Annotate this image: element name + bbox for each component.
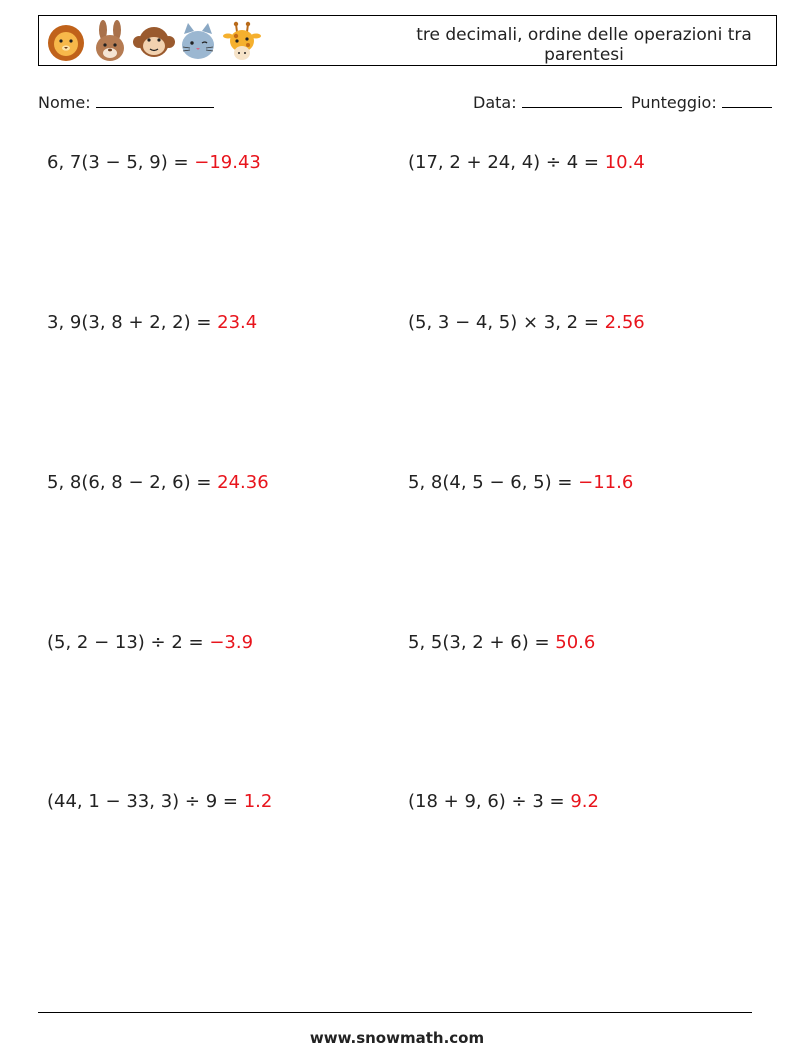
- score-label: Punteggio:: [631, 93, 717, 112]
- problem-answer: 50.6: [555, 632, 596, 653]
- problem-expression: (18 + 9, 6) ÷ 3 =: [408, 791, 571, 812]
- lion-icon: [45, 20, 87, 64]
- giraffe-icon: [221, 20, 263, 64]
- problem-answer: 2.56: [604, 312, 645, 333]
- cat-icon: [177, 20, 219, 64]
- problem-item: [408, 632, 595, 653]
- problem-answer: 1.2: [243, 791, 273, 812]
- problem-item: [408, 472, 633, 493]
- date-label: Data:: [473, 93, 517, 112]
- problem-answer: −3.9: [209, 632, 254, 653]
- problem-expression: (5, 2 − 13) ÷ 2 =: [47, 632, 210, 653]
- score-blank[interactable]: [722, 93, 772, 108]
- problem-item: [47, 152, 261, 173]
- monkey-icon: [133, 20, 175, 64]
- problem-item: [47, 632, 253, 653]
- problem-expression: (17, 2 + 24, 4) ÷ 4 =: [408, 152, 605, 173]
- name-field: [38, 93, 214, 112]
- problem-expression: 5, 8(6, 8 − 2, 6) =: [47, 472, 218, 493]
- problem-expression: 5, 5(3, 2 + 6) =: [408, 632, 556, 653]
- name-blank[interactable]: [96, 93, 214, 108]
- problem-item: [47, 472, 269, 493]
- rabbit-icon: [89, 20, 131, 64]
- animal-icons: [45, 20, 265, 64]
- problem-expression: (5, 3 − 4, 5) × 3, 2 =: [408, 312, 605, 333]
- date-field: [473, 93, 622, 112]
- problem-expression: 5, 8(4, 5 − 6, 5) =: [408, 472, 579, 493]
- problem-answer: 10.4: [604, 152, 645, 173]
- worksheet-title: tre decimali, ordine delle operazioni tra parentesi: [416, 25, 752, 65]
- name-label: Nome:: [38, 93, 91, 112]
- footer-divider: [38, 1012, 752, 1013]
- date-blank[interactable]: [522, 93, 622, 108]
- problem-answer: −19.43: [194, 152, 261, 173]
- problem-item: [408, 312, 645, 333]
- problem-expression: 3, 9(3, 8 + 2, 2) =: [47, 312, 218, 333]
- score-field: [631, 93, 772, 112]
- problem-item: [47, 312, 257, 333]
- footer-url[interactable]: www.snowmath.com: [309, 1029, 485, 1047]
- problem-answer: 9.2: [570, 791, 599, 812]
- problem-answer: 23.4: [217, 312, 258, 333]
- worksheet-header: [38, 15, 777, 66]
- problem-answer: 24.36: [217, 472, 269, 493]
- problem-item: [408, 152, 645, 173]
- problem-expression: 6, 7(3 − 5, 9) =: [47, 152, 195, 173]
- problem-answer: −11.6: [578, 472, 634, 493]
- problem-expression: (44, 1 − 33, 3) ÷ 9 =: [47, 791, 244, 812]
- problem-item: [47, 791, 272, 812]
- problem-item: [408, 791, 599, 812]
